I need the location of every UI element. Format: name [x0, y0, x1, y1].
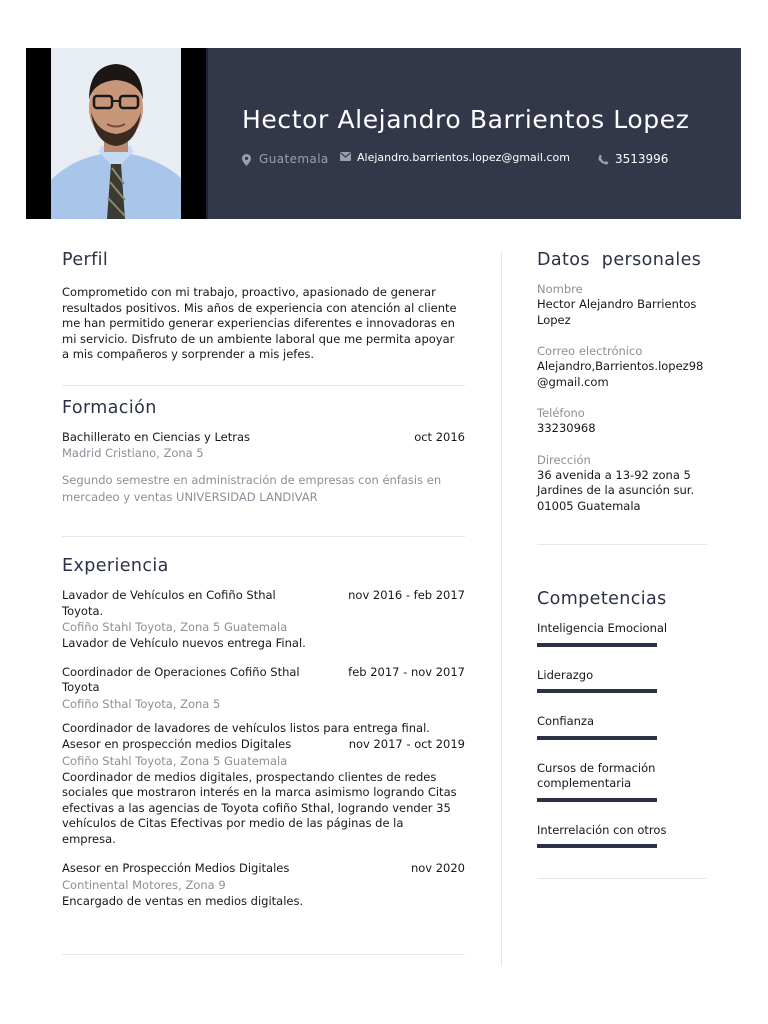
experience-date: nov 2016 - feb 2017: [348, 588, 465, 602]
map-marker-icon: [242, 154, 253, 165]
personal-field-name: [537, 282, 707, 328]
experience-date: nov 2017 - oct 2019: [348, 737, 465, 751]
contact-phone: [598, 152, 668, 166]
resume-header: [26, 48, 741, 219]
experience-entry: [62, 665, 465, 737]
skill-item: [537, 668, 707, 694]
skills-heading: Competencias: [537, 589, 667, 609]
section-divider: [62, 954, 465, 955]
experience-company: Cofiño Stahl Toyota, Zona 5 Guatemala: [62, 753, 288, 768]
skill-name: Interrelación con otros: [537, 822, 667, 837]
experience-entry: [62, 861, 465, 909]
experience-description: Coordinador de medios digitales, prospectando clientes de redes sociales que mostraron interés en la marca asimismo logrando Citas efectivas a las agencias de Toyota cofiño Sthal, logrando vender 35 vehículos de Citas Efectivas por medio de las páginas de la empresa.: [62, 769, 457, 846]
experience-date: feb 2017 - nov 2017: [348, 664, 465, 679]
personal-label: Correo electrónico: [537, 344, 643, 358]
phone-text: 3513996: [615, 152, 669, 166]
experience-entry: [62, 588, 465, 652]
education-date: oct 2016: [414, 429, 465, 444]
skill-name: Cursos de formación complementaria: [537, 760, 656, 790]
education-entry: [62, 430, 465, 463]
experience-role: Asesor en prospección medios Digitales: [62, 737, 292, 751]
experience-description: Encargado de ventas en medios digitales.: [62, 893, 304, 908]
experience-company: Continental Motores, Zona 9: [62, 877, 226, 892]
person-photo-illustration: [51, 48, 181, 219]
experience-role: Lavador de Vehículos en Cofiño Sthal Toyota.: [62, 588, 276, 618]
location-text: Guatemala: [259, 152, 329, 166]
experience-entry-head: [62, 588, 465, 619]
skill-level-bar: [537, 844, 657, 848]
section-divider: [62, 536, 465, 537]
photo-frame: [26, 48, 206, 219]
skill-level-bar: [537, 643, 657, 647]
personal-field-phone: [537, 406, 707, 437]
experience-role: Coordinador de Operaciones Cofiño Sthal Toyota: [62, 664, 300, 694]
education-school: Madrid Cristiano, Zona 5: [62, 446, 204, 460]
personal-value[interactable]: Alejandro,Barrientos.lopez98@gmail.com: [537, 359, 704, 389]
phone-icon: [598, 154, 609, 165]
contact-email[interactable]: [340, 151, 570, 164]
sidebar-column: [537, 250, 707, 879]
profile-text: Comprometido con mi trabajo, proactivo, apasionado de generar resultados positivos. Mis años de experiencia con atención al cliente me han permitido generar experiencias diferentes e innovadoras en mi servicio. Disfruto de un ambiente laboral que me permita apoyar a mis compañeros y sorprender a mis jefes.: [62, 285, 457, 361]
skill-level-bar: [537, 736, 657, 740]
skill-item: [537, 761, 707, 802]
section-divider: [537, 544, 707, 545]
profile-photo: [51, 48, 181, 219]
experience-description: Coordinador de lavadores de vehículos listos para entrega final.: [62, 720, 430, 735]
personal-label: Dirección: [537, 452, 591, 467]
email-text[interactable]: Alejandro.barrientos.lopez@gmail.com: [357, 151, 570, 164]
skill-name: Confianza: [537, 714, 595, 728]
personal-value: 33230968: [537, 421, 596, 435]
education-degree: Bachillerato en Ciencias y Letras: [62, 429, 251, 444]
personal-label: Nombre: [537, 282, 583, 296]
experience-company: Cofiño Stahl Toyota, Zona 5 Guatemala: [62, 620, 288, 634]
skill-item: [537, 823, 707, 849]
personal-field-email: [537, 344, 707, 390]
contact-location: [242, 152, 329, 166]
section-divider: [62, 385, 465, 386]
experience-heading: Experiencia: [62, 556, 169, 576]
education-note: Segundo semestre en administración de empresas con énfasis en mercadeo y ventas UNIVERSIDAD LANDIVAR: [62, 473, 442, 504]
section-divider: [537, 878, 707, 879]
skill-level-bar: [537, 798, 657, 802]
personal-field-address: [537, 453, 707, 515]
envelope-icon: [340, 152, 351, 163]
experience-entry-head: [62, 737, 465, 753]
education-heading: Formación: [62, 397, 157, 418]
skill-level-bar: [537, 689, 657, 693]
personal-label: Teléfono: [537, 406, 585, 420]
skill-item: [537, 621, 707, 647]
column-divider: [501, 251, 502, 966]
education-entry-head: [62, 430, 465, 446]
experience-entry-head: [62, 665, 465, 696]
skill-name: Liderazgo: [537, 667, 594, 682]
experience-entry: [62, 737, 465, 847]
profile-heading: Perfil: [62, 250, 109, 270]
experience-entry-head: [62, 861, 465, 877]
experience-date: nov 2020: [410, 861, 465, 875]
experience-company: Cofiño Sthal Toyota, Zona 5: [62, 696, 221, 711]
personal-value: Hector Alejandro Barrientos Lopez: [537, 297, 697, 327]
personal-heading: Datos personales: [537, 250, 702, 270]
main-column: [62, 250, 465, 955]
skill-item: [537, 714, 707, 740]
experience-role: Asesor en Prospección Medios Digitales: [62, 861, 290, 875]
skill-name: Inteligencia Emocional: [537, 621, 668, 635]
personal-value: 36 avenida a 13-92 zona 5 Jardines de la asunción sur. 01005 Guatemala: [537, 467, 695, 513]
header-separator: [206, 48, 208, 219]
experience-description: Lavador de Vehículo nuevos entrega Final.: [62, 636, 306, 650]
candidate-name: Hector Alejandro Barrientos Lopez: [242, 105, 690, 134]
